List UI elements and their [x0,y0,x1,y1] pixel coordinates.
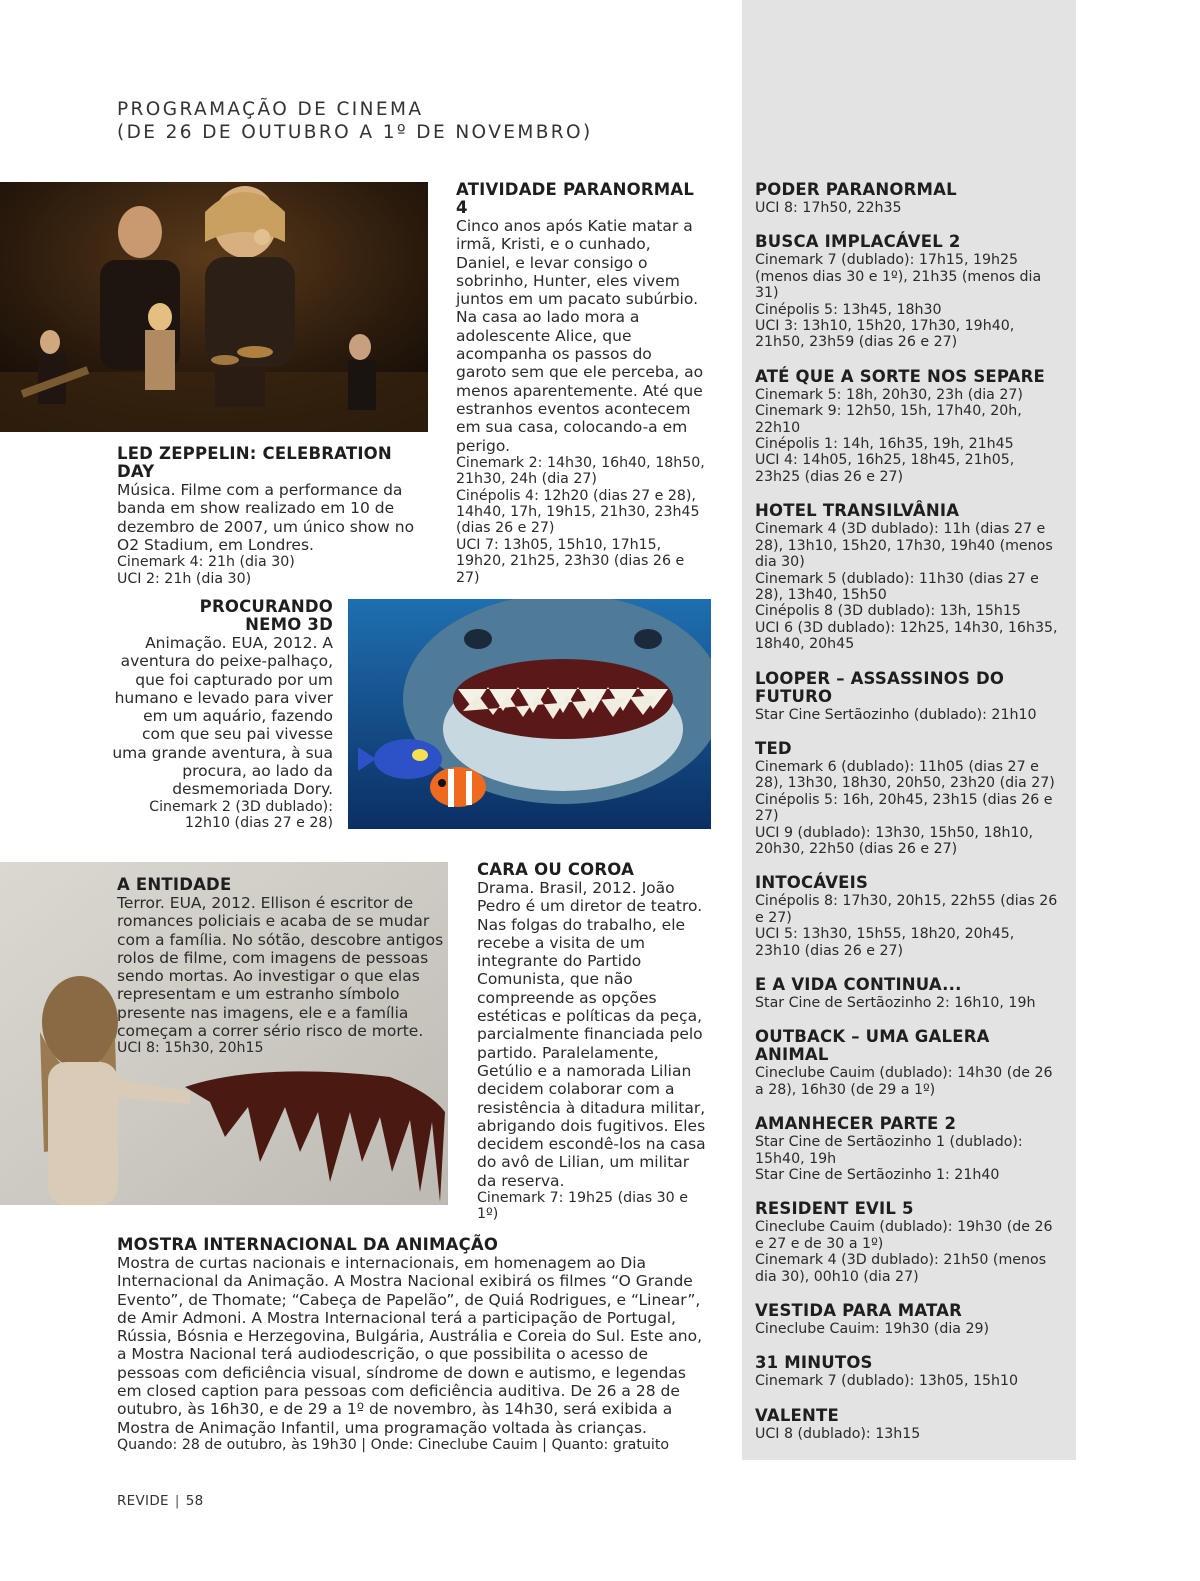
sidebar-film [755,670,1060,723]
sidebar-film-title: AMANHECER PARTE 2 [755,1114,957,1134]
magazine-name: REVIDE [117,1493,169,1509]
atividade-paranormal-article [456,181,706,586]
sidebar-film-title: VESTIDA PARA MATAR [755,1301,963,1321]
sidebar-film-showtime: UCI 9 (dublado): 13h30, 15h50, 18h10, 20h30, 22h50 (dias 26 e 27) [755,824,1034,857]
nemo-description: Animação. EUA, 2012. A aventura do peixe-palhaço, que foi capturado por um humano e levado para viver em um aquário, fazendo com que seu pai vivesse uma grande aventura, à sua procura, ao lado da desmemoriada Dory. [112,634,333,799]
entidade-showtime: UCI 8: 15h30, 20h15 [117,1040,264,1057]
sidebar-film-title: VALENTE [755,1405,839,1425]
sidebar-film-title: ATÉ QUE A SORTE NOS SEPARE [755,366,1046,386]
sidebar-film [755,1407,1060,1442]
sidebar-film-showtime: UCI 8: 17h50, 22h35 [755,200,902,216]
sidebar-film-showtime: Cineclube Cauim (dublado): 19h30 (de 26 e 27 e de 30 a 1º) [755,1219,1053,1252]
sidebar-film [755,181,1060,216]
footer-separator: | [174,1493,180,1509]
sidebar-listings [755,181,1060,1459]
sidebar-film-showtime: Cinemark 9: 12h50, 15h, 17h40, 20h, 22h10 [755,403,1022,436]
cara-description: Drama. Brasil, 2012. João Pedro é um diretor de teatro. Nas folgas do trabalho, ele recebe a visita de um integrante do Partido Comunista, que não compreende as opções estéticas e políticas da peça, parcialmente financiada pelo partido. Paralelamente, Getúlio e a namorada Lilian decidem colaborar com a resistência à ditadura militar, abrigando dois fugitivos. Eles decidem escondê-los na casa do avô de Lilian, um militar da reserva. [477,879,706,1190]
nemo-shark-image [348,599,711,829]
nemo-title-line1: PROCURANDO [199,597,333,616]
sidebar-film-showtime: Cineclube Cauim: 19h30 (dia 29) [755,1321,990,1338]
sidebar-film-title: RESIDENT EVIL 5 [755,1199,914,1219]
sidebar-film-title: BUSCA IMPLACÁVEL 2 [755,232,961,252]
sidebar-film-showtime: Cinemark 6 (dublado): 11h05 (dias 27 e 28), 13h30, 18h30, 20h50, 23h20 (dia 27) [755,758,1055,792]
sidebar-film-showtime: Cinemark 7 (dublado): 17h15, 19h25 (menos dias 30 e 1º), 21h35 (menos dia 31) [755,252,1042,302]
sidebar-film-showtime: Cinemark 4 (3D dublado): 11h (dias 27 e 28), 13h10, 15h20, 17h30, 19h40 (menos dia 30) [755,521,1053,571]
sidebar-film-showtime: Cinépolis 1: 14h, 16h35, 19h, 21h45 [755,436,1014,453]
sidebar-film [755,233,1060,350]
sidebar-film-showtime: UCI 4: 14h05, 16h25, 18h45, 21h05, 23h25 (dias 26 e 27) [755,452,1015,485]
sidebar-film-showtime: Star Cine de Sertãozinho 2: 16h10, 19h [755,995,1036,1011]
page-footer [117,1493,204,1509]
sidebar-film [755,1302,1060,1337]
cara-ou-coroa-article [477,861,709,1223]
mostra-info: Quando: 28 de outubro, às 19h30 | Onde: Cineclube Cauim | Quanto: gratuito [117,1436,670,1453]
led-zeppelin-description: Música. Filme com a performance da banda em show realizado em 10 de dezembro de 2007, um único show no O2 Stadium, em Londres. [117,481,415,554]
header-title: PROGRAMAÇÃO DE CINEMA [117,99,424,120]
sidebar-film [755,1028,1060,1098]
sidebar-film [755,1115,1060,1183]
sidebar-film-showtime: Cinemark 5 (dublado): 11h30 (dias 27 e 28), 13h40, 15h50 [755,570,1039,603]
sidebar-film-showtime: Star Cine Sertãozinho (dublado): 21h10 [755,706,1037,723]
sidebar-film-showtime: Cinépolis 5: 13h45, 18h30 [755,301,942,318]
sidebar-film [755,874,1060,959]
sidebar-film-title: LOOPER – ASSASSINOS DO FUTURO [755,668,1005,706]
atividade-title: ATIVIDADE PARANORMAL 4 [456,180,695,217]
sidebar-film-title: PODER PARANORMAL [755,180,957,199]
atividade-showtime: Cinemark 2: 14h30, 16h40, 18h50, 21h30, 24h (dia 27) [456,454,705,488]
led-zeppelin-photo [0,182,428,432]
led-zeppelin-showtime: UCI 2: 21h (dia 30) [117,570,252,587]
sidebar-film-showtime: Cinépolis 5: 16h, 20h45, 23h15 (dias 26 e 27) [755,791,1053,825]
sidebar-film [755,502,1060,652]
nemo-title-line2: NEMO 3D [245,615,333,634]
sidebar-film-title: E A VIDA CONTINUA... [755,975,962,994]
sidebar-film-showtime: UCI 5: 13h30, 15h55, 18h20, 20h45, 23h10 (dias 26 e 27) [755,926,1015,959]
sidebar-film [755,1200,1060,1285]
led-zeppelin-showtime: Cinemark 4: 21h (dia 30) [117,554,295,571]
sidebar-film-showtime: Cineclube Cauim (dublado): 14h30 (de 26 a 28), 16h30 (de 29 a 1º) [755,1065,1053,1098]
sidebar-film-showtime: Cinemark 4 (3D dublado): 21h50 (menos dia 30), 00h10 (dia 27) [755,1252,1047,1285]
nemo-article [112,598,333,831]
sidebar-film-showtime: Cinépolis 8: 17h30, 20h15, 22h55 (dias 26 e 27) [755,893,1058,926]
sidebar-film [755,740,1060,857]
mostra-title: MOSTRA INTERNACIONAL DA ANIMAÇÃO [117,1235,499,1254]
entidade-article [117,876,447,1057]
header-dates: (DE 26 DE OUTUBRO A 1º DE NOVEMBRO) [117,122,593,143]
sidebar-film-title: HOTEL TRANSILVÂNIA [755,501,960,521]
mostra-article [117,1236,712,1453]
atividade-description: Cinco anos após Katie matar a irmã, Kristi, e o cunhado, Daniel, e levar consigo o sobrinho, Hunter, eles vivem juntos em um pacato subúrbio. Na casa ao lado mora a adolescente Alice, que acompanha os passos do garoto sem que ele perceba, ao menos aparentemente. Até que estranhos eventos acontecem em sua casa, colocando-a em perigo. [456,217,704,455]
nemo-showtime: Cinemark 2 (3D dublado): 12h10 (dias 27 e 28) [149,798,333,832]
page-number: 58 [185,1493,204,1509]
sidebar-film-showtime: UCI 3: 13h10, 15h20, 17h30, 19h40, 21h50, 23h59 (dias 26 e 27) [755,318,1015,351]
cara-title: CARA OU COROA [477,860,635,879]
sidebar-film-title: 31 MINUTOS [755,1353,873,1373]
led-zeppelin-article [117,445,432,587]
led-zeppelin-title: LED ZEPPELIN: CELEBRATION DAY [117,444,392,481]
sidebar-film-title: TED [755,738,792,758]
sidebar-film-title: INTOCÁVEIS [755,873,869,893]
sidebar-film-showtime: Cinépolis 8 (3D dublado): 13h, 15h15 [755,603,1021,620]
sidebar-film-showtime: UCI 8 (dublado): 13h15 [755,1425,921,1442]
sidebar-film-title: OUTBACK – UMA GALERA ANIMAL [755,1027,990,1065]
sidebar-film-showtime: Star Cine de Sertãozinho 1: 21h40 [755,1167,1000,1184]
sidebar-film-showtime: Cinemark 5: 18h, 20h30, 23h (dia 27) [755,386,1023,403]
mostra-description: Mostra de curtas nacionais e internacionais, em homenagem ao Dia Internacional da Animação. A Mostra Nacional exibirá os filmes “O Grande Evento”, de Thomate; “Cabeça de Papelão”, de Quiá Rodrigues, e “Linear”, de Amir Admoni. A Mostra Internacional terá a participação de Portugal, Rússia, Bósnia e Herzegovina, Bulgária, Austrália e Coreia do Sul. Este ano, a Mostra Nacional terá audiodescrição, o que possibilita o acesso de pessoas com deficiência visual, síndrome de down e autismo, e legendas em closed caption para pessoas com deficiência auditiva. De 26 a 28 de outubro, às 16h30, e de 29 a 1º de novembro, às 14h30, será exibida a Mostra de Animação Infantil, uma programação voltada às crianças. [117,1254,703,1437]
sidebar-film [755,368,1060,485]
sidebar-film-showtime: Cinemark 7 (dublado): 13h05, 15h10 [755,1373,1019,1390]
page-header [117,98,593,144]
atividade-showtime: UCI 7: 13h05, 15h10, 17h15, 19h20, 21h25, 23h30 (dias 26 e 27) [456,536,685,586]
sidebar-film-showtime: UCI 6 (3D dublado): 12h25, 14h30, 16h35, 18h40, 20h45 [755,619,1058,653]
cara-showtime: Cinemark 7: 19h25 (dias 30 e 1º) [477,1190,688,1223]
sidebar-film [755,976,1060,1011]
entidade-description: Terror. EUA, 2012. Ellison é escritor de romances policiais e acaba de se mudar com a família. No sótão, descobre antigos rolos de filme, com imagens de pessoas sendo mortas. Ao investigar o que elas representam e um estranho símbolo presente nas imagens, ele e a família começam a correr sério risco de morte. [117,894,444,1041]
sidebar-film-showtime: Star Cine de Sertãozinho 1 (dublado): 15h40, 19h [755,1134,1023,1167]
atividade-showtime: Cinépolis 4: 12h20 (dias 27 e 28), 14h40, 17h, 19h15, 21h30, 23h45 (dias 26 e 27) [456,487,700,537]
sidebar-film [755,1354,1060,1389]
entidade-title: A ENTIDADE [117,875,232,894]
